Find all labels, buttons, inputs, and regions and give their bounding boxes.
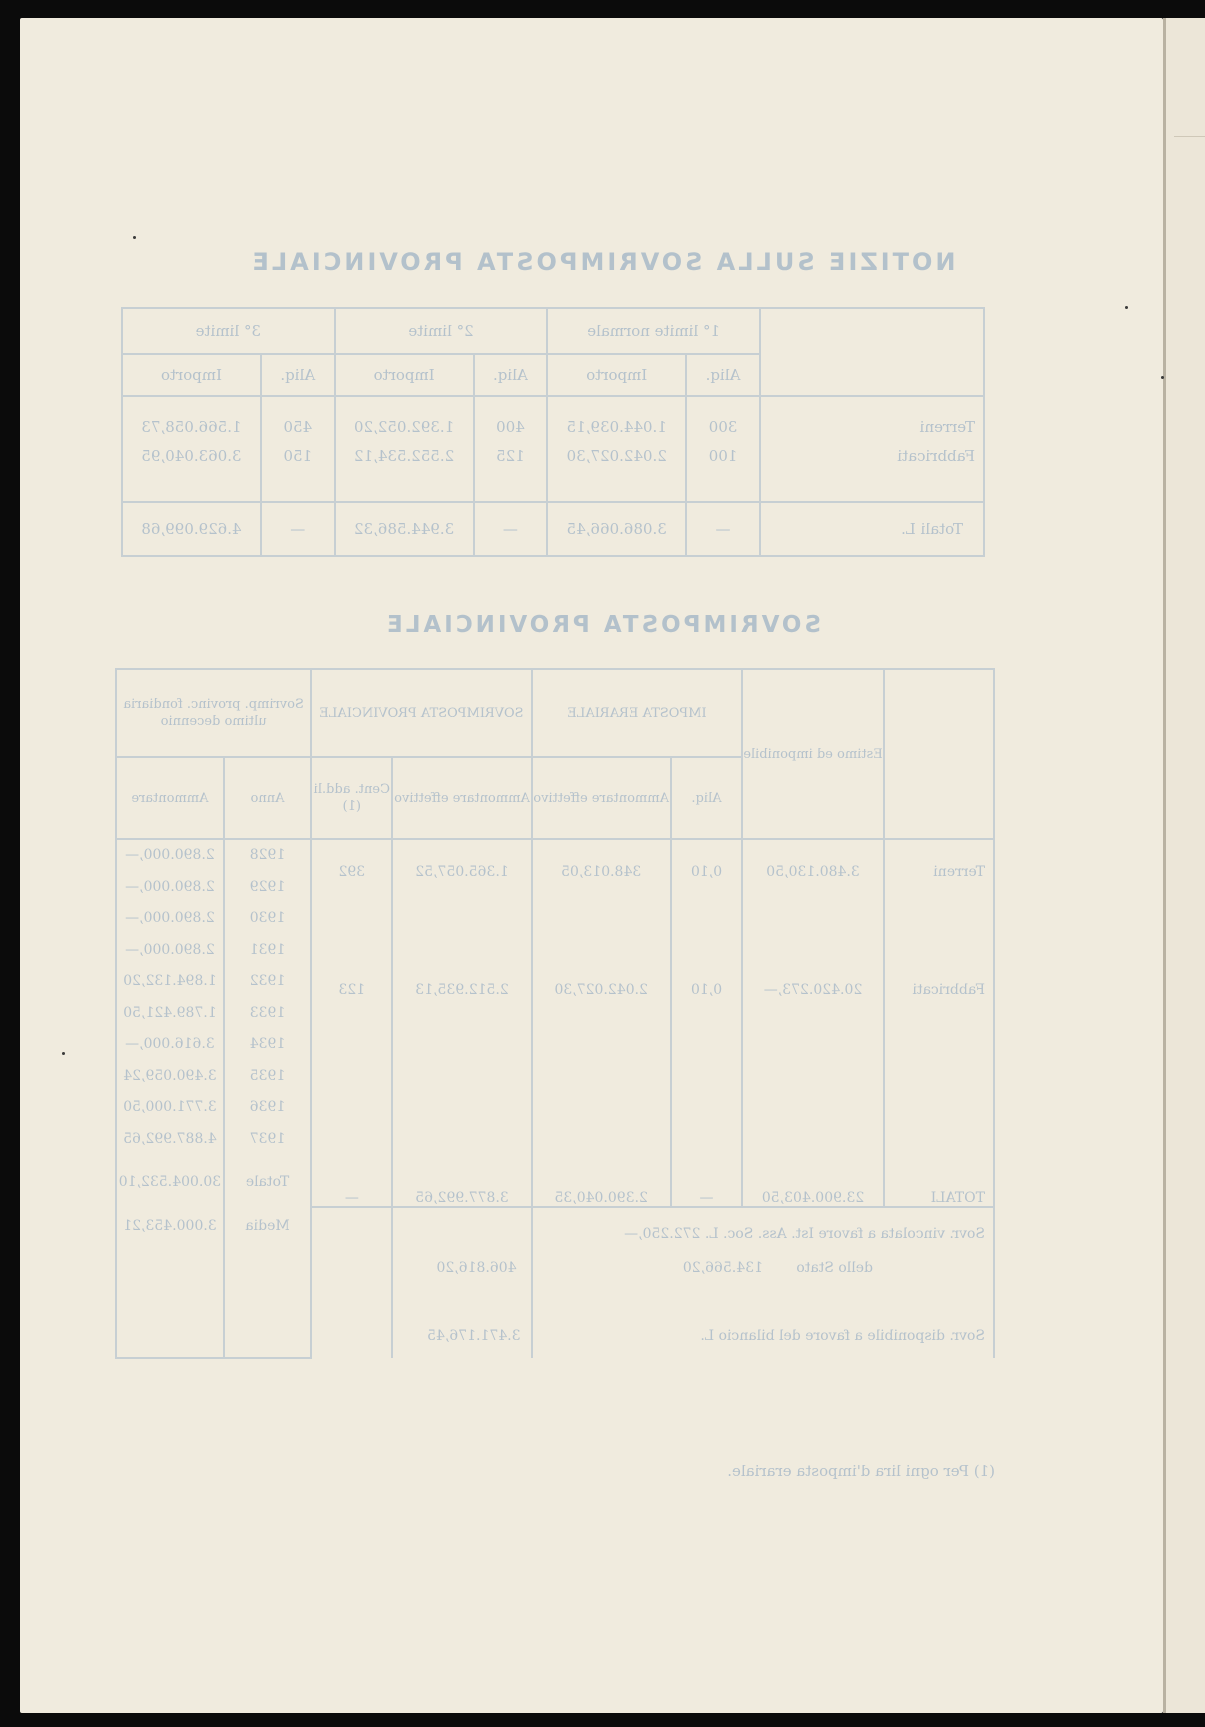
heading-notizie: NOTIZIE SULLA SOVRIMPOSTA PROVINCIALE <box>249 248 956 276</box>
row-labels <box>884 839 994 1207</box>
col-sovrimposta: 1.365.057,52 2.512.935,13 3.877.992,65 <box>392 839 531 1207</box>
row-labels <box>760 396 984 502</box>
header-ammontare-effettivo: Ammontare effettivo <box>392 757 531 839</box>
col-aliq: 0,10 0,10 — <box>671 839 743 1207</box>
col-estimo: 3.480.130,50 20.420.273,— 23.900.403,50 <box>742 839 884 1207</box>
notes-value-cell <box>392 1207 531 1358</box>
notes-cell <box>532 1207 994 1358</box>
label-terreni: Terreni <box>933 864 985 880</box>
header-limit-1: 1° limite normale <box>547 308 760 354</box>
header-limit-3: 3° limite <box>122 308 335 354</box>
row-label-header <box>884 669 994 839</box>
header-importo: Importo <box>547 354 686 396</box>
header-ammontare-effettivo: Ammontare effettivo <box>532 757 671 839</box>
notes-empty-cell <box>311 1207 392 1358</box>
total-l1-importo: 3.086.066,45 <box>547 502 686 556</box>
note-vincolata-total: 406.816,20 <box>436 1260 517 1276</box>
header-ammontare: Ammontare <box>116 757 224 839</box>
totals-row <box>122 502 984 556</box>
footnote: (1) Per ogni lira d'imposta erariale. <box>727 1462 995 1480</box>
header-limit-2: 2° limite <box>335 308 548 354</box>
label-totali: Totali L. <box>760 502 984 556</box>
total-l3-importo: 4.629.099,68 <box>122 502 261 556</box>
label-totali: TOTALI <box>930 1190 985 1206</box>
col-anno: 1928 1929 1930 1931 1932 1933 1934 1935 1936 1937 Totale Media <box>224 839 311 1358</box>
header-cent-add: Cent. add.li (1) <box>311 757 392 839</box>
cell-l1-aliq: 300 100 <box>686 396 760 502</box>
note-vincolata-stato-label: dello Stato <box>796 1260 873 1276</box>
header-aliq: Aliq. <box>474 354 548 396</box>
header-importo: Importo <box>122 354 261 396</box>
header-ultimo-decennio: Sovrimp. provinc. fondiaria ultimo decennio <box>116 669 311 757</box>
total-l1-aliq: — <box>686 502 760 556</box>
header-imposta-erariale: IMPOSTA ERARIALE <box>532 669 743 757</box>
note-vincolata-stato-value: 134.566,20 <box>682 1260 763 1276</box>
total-l2-importo: 3.944.586,32 <box>335 502 474 556</box>
header-aliq: Aliq. <box>261 354 335 396</box>
col-ammontare: 2.890.000,— 2.890.000,— 2.890.000,— 2.890.000,— 1.894.132,20 1.789.421,50 3.616.000,— 3.490.059,24 3.771.000,50 4.887.992,65 30.004.532,10 3.000.453,21 <box>116 839 224 1358</box>
note-disponibile-label: Sovr. disponibile a favore del bilancio L. <box>700 1328 985 1344</box>
cell-l1-importo: 1.044.039,15 2.042.027,30 <box>547 396 686 502</box>
cell-l2-aliq: 400 125 <box>474 396 548 502</box>
label-terreni: Terreni <box>919 418 975 436</box>
label-fabbricati: Fabbricati <box>912 982 985 998</box>
limits-table <box>121 307 985 557</box>
note-disponibile-value: 3.471.176,45 <box>427 1328 521 1344</box>
header-sovrimposta-provinciale: SOVRIMPOSTA PROVINCIALE <box>311 669 531 757</box>
col-cent-add: 392 123 — <box>311 839 392 1207</box>
header-estimo: Estimo ed imponibile <box>742 669 884 839</box>
header-anno: Anno <box>224 757 311 839</box>
cell-l3-importo: 1.566.058,73 3.063.040,95 <box>122 396 261 502</box>
cell-l3-aliq: 450 150 <box>261 396 335 502</box>
cell-l2-importo: 1.392.052,20 2.552.534,12 <box>335 396 474 502</box>
col-imposta: 348.013,05 2.042.027,30 2.390.040,35 <box>532 839 671 1207</box>
header-importo: Importo <box>335 354 474 396</box>
header-aliq: Aliq. <box>686 354 760 396</box>
total-l3-aliq: — <box>261 502 335 556</box>
total-l2-aliq: — <box>474 502 548 556</box>
note-vincolata-ist: Sovr. vincolata a favore Ist. Ass. Soc. L. 272.250,— <box>624 1226 985 1242</box>
label-fabbricati: Fabbricati <box>897 447 975 465</box>
heading-sovrimposta: SOVRIMPOSTA PROVINCIALE <box>384 612 821 638</box>
header-aliq: Aliq. <box>671 757 743 839</box>
row-label-header <box>760 308 984 396</box>
sovrimposta-table <box>115 668 995 1359</box>
